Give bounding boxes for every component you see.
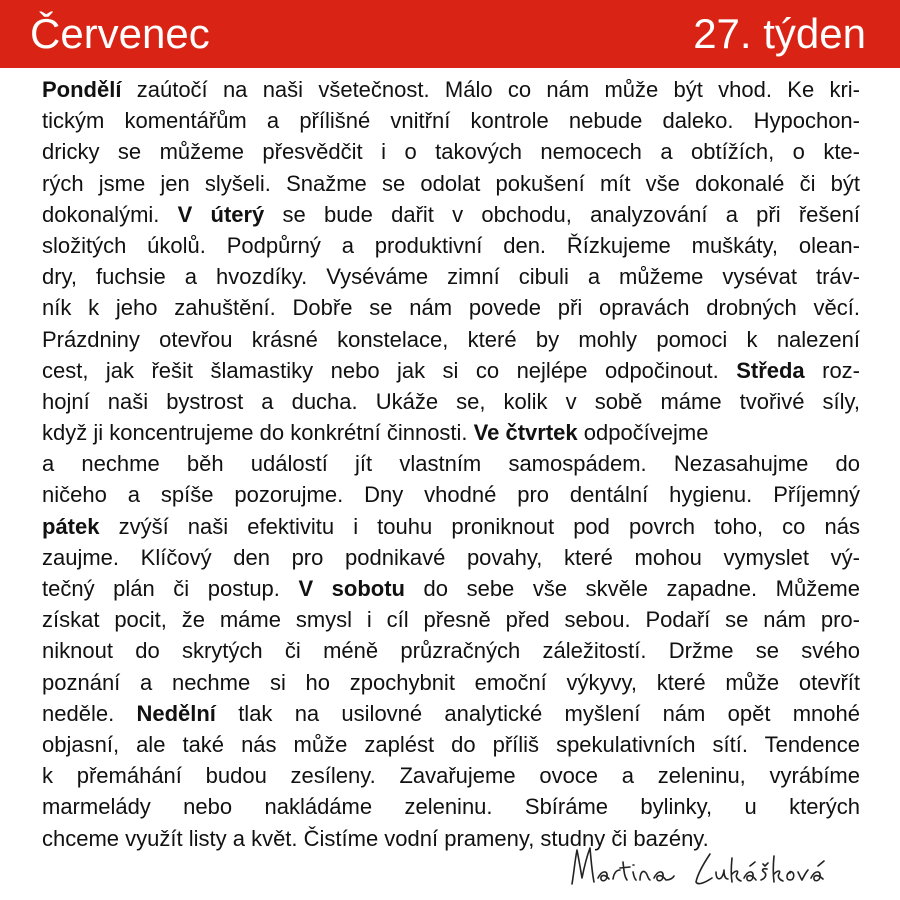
- text-line: [42, 511, 860, 542]
- text-segment: roz-: [804, 357, 860, 383]
- text-segment: tickým komentářům a přílišné vnitřní kontrole nebude daleko. Hypochon-: [42, 108, 860, 134]
- text-segment: zaujme. Klíčový den pro podnikavé povahy, které mohou vymyslet vý-: [42, 544, 860, 570]
- text-segment: cest, jak řešit šlamastiky nebo jak si co nejlépe odpočinout.: [42, 357, 737, 383]
- text-line: [42, 168, 860, 199]
- text-line: [42, 417, 860, 448]
- text-segment: se bude dařit v obchodu, analyzování a při řešení: [264, 201, 860, 227]
- signature-image: [560, 832, 880, 896]
- text-segment: odpočívejme: [577, 420, 709, 446]
- text-segment: dricky se můžeme přesvědčit i o takových nemocech a obtížích, o kte-: [42, 139, 860, 165]
- text-segment: dokonalými.: [42, 201, 178, 227]
- text-segment: marmelády nebo nakládáme zeleninu. Sbíráme bylinky, u kterých: [42, 794, 860, 820]
- text-segment: zvýší naši efektivitu i touhu proniknout pod povrch toho, co nás: [99, 513, 860, 539]
- day-keyword: pátek: [42, 513, 100, 539]
- day-keyword: V úterý: [177, 201, 265, 227]
- text-line: [42, 729, 860, 760]
- text-line: [42, 261, 860, 292]
- text-line: [42, 791, 860, 822]
- text-segment: hojní naši bystrost a ducha. Ukáže se, kolik v sobě máme tvořivé síly,: [42, 388, 860, 414]
- text-line: [42, 324, 860, 355]
- text-line: [42, 292, 860, 323]
- text-line: [42, 448, 860, 479]
- month-title: Červenec: [30, 10, 210, 57]
- text-line: [42, 355, 860, 386]
- text-line: [42, 74, 860, 105]
- horoscope-text: [42, 74, 860, 854]
- text-segment: niknout do skrytých či méně průzračných záležitostí. Držme se svého: [42, 638, 860, 664]
- text-segment: získat pocit, že máme smysl i cíl přesně před sebou. Podaří se nám pro-: [42, 607, 860, 633]
- text-segment: neděle.: [42, 700, 137, 726]
- text-segment: dry, fuchsie a hvozdíky. Vyséváme zimní cibuli a můžeme vysévat tráv-: [42, 264, 860, 290]
- text-line: [42, 230, 860, 261]
- text-segment: tečný plán či postup.: [42, 576, 299, 601]
- text-segment: zaútočí na naši všetečnost. Málo co nám může být vhod. Ke kri-: [121, 77, 860, 102]
- text-line: [42, 698, 860, 729]
- text-line: [42, 105, 860, 136]
- text-line: [42, 604, 860, 635]
- text-segment: k přemáhání budou zesíleny. Zavařujeme ovoce a zeleninu, vyrábíme: [42, 763, 860, 789]
- text-line: [42, 573, 860, 604]
- text-line: [42, 136, 860, 167]
- page-header: [0, 0, 900, 68]
- text-line: [42, 386, 860, 417]
- day-keyword: Nedělní: [136, 700, 216, 726]
- text-line: [42, 760, 860, 791]
- day-keyword: Pondělí: [42, 77, 122, 102]
- day-keyword: Středa: [736, 357, 805, 383]
- text-segment: Prázdniny otevřou krásné konstelace, které by mohly pomoci k nalezení: [42, 326, 860, 352]
- text-segment: složitých úkolů. Podpůrný a produktivní den. Řízkujeme muškáty, olean-: [42, 232, 860, 258]
- text-segment: když ji koncentrujeme do konkrétní činnosti.: [42, 420, 474, 446]
- text-segment: poznání a nechme si ho zpochybnit emoční výkyvy, které může otevřít: [42, 669, 860, 695]
- week-number: 27. týden: [693, 10, 866, 57]
- text-line: [42, 542, 860, 573]
- text-line: [42, 479, 860, 510]
- text-segment: ník k jeho zahuštění. Dobře se nám povede při opravách drobných věcí.: [42, 295, 860, 321]
- text-segment: objasní, ale také nás může zaplést do příliš spekulativních sítí. Tendence: [42, 731, 860, 757]
- text-segment: ničeho a spíše pozorujme. Dny vhodné pro dentální hygienu. Příjemný: [42, 482, 860, 508]
- day-keyword: Ve čtvrtek: [473, 420, 578, 446]
- text-segment: rých jsme jen slyšeli. Snažme se odolat pokušení mít vše dokonalé či být: [42, 170, 860, 196]
- text-segment: a nechme běh událostí jít vlastním samospádem. Nezasahujme do: [42, 451, 860, 477]
- text-segment: tlak na usilovné analytické myšlení nám opět mnohé: [215, 700, 860, 726]
- text-line: [42, 667, 860, 698]
- text-segment: chceme využít listy a květ. Čistíme vodní prameny, studny či bazény.: [42, 825, 709, 851]
- text-line: [42, 199, 860, 230]
- text-line: [42, 635, 860, 666]
- text-segment: do sebe vše skvěle zapadne. Můžeme: [405, 576, 860, 601]
- day-keyword: V sobotu: [298, 576, 405, 601]
